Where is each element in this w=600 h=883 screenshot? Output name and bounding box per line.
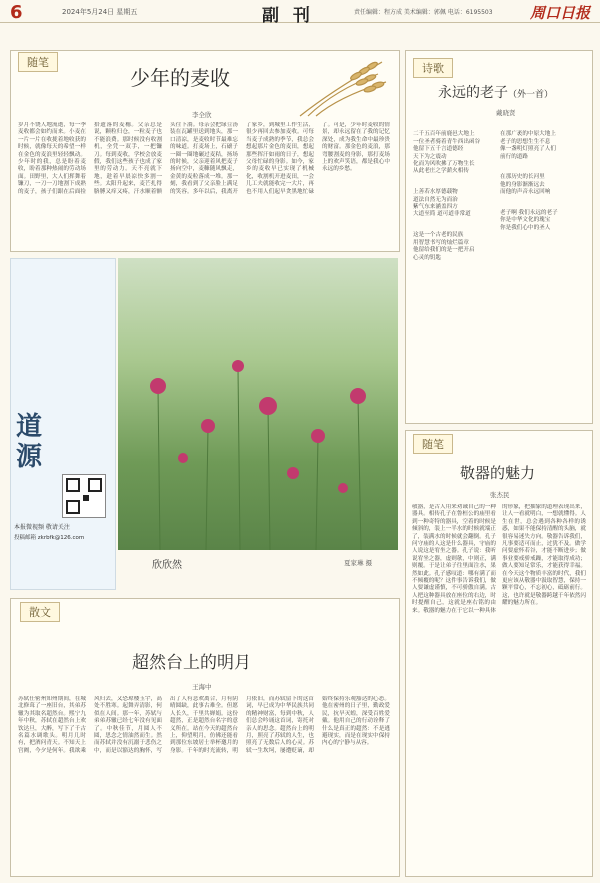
column-tag: 散文 [20, 602, 60, 622]
section-title: 副 刊 [262, 6, 314, 26]
poem-title-text: 永远的老子 [438, 85, 508, 101]
poem-stanzas-left [413, 124, 495, 414]
poem-title-suffix: （外一首） [508, 90, 554, 100]
poem-stanza: 上善若水厚德载物 道法自然无为而治 紫气东来涵盖四方 大道至简 道可道非常道 [413, 189, 471, 218]
poem-stanzas-right [500, 124, 586, 414]
essay-title: 超然台上的明月 [132, 653, 251, 673]
column-tag: 随笔 [18, 52, 58, 72]
flowers-drawing [118, 258, 398, 550]
ad-title: 道源 [16, 412, 43, 472]
poem-author: 戴晓贤 [496, 109, 516, 117]
essay-body: 敬器，是古人用来劝诫自己的一种器具。相传孔子在鲁桓公的庙里看到一种奇特的器具，空着的时候是倾斜的，装上一半水的时候就端正了，装满水的时候就会翻倒。孔子问守庙的人这是什么器具，守庙的人说这是宥坐之器。孔子说：我听说宥坐之器，虚则欹，中则正，满则覆。于是让弟子往里面注水，果然如此。孔子感叹道：哪有满了而不倾覆的呢？这件事告诉我们，做人要谦虚谨慎，不可骄傲自满。古人把这种器具放在座位的右边，时时提醒自己，这就是座右铭的由来。敬器的魅力在于它以一种具体的形象，把抽象的道理表现出来，让人一看就明白，一想就懂得。人生在世，总会遇到各种各样的诱惑，如果不能保持清醒的头脑，就很容易迷失方向。敬器告诉我们，凡事要适可而止，过犹不及。做学问要虚怀若谷，才能不断进步；做事业要戒骄戒躁，才能取得成功；做人要知足常乐，才能获得幸福。在今天这个物质丰富的时代，我们更应该从敬器中汲取智慧，保持一颗平常心，不忘初心，砥砺前行。这，也许就是敬器跨越千年依然闪耀的魅力所在。 [412, 504, 586, 614]
essay-author: 李全欣 [192, 111, 212, 119]
poem-stanza: 二千五百年前鹿邑大地上 一位圣者骑着青牛西出函谷 他留下五千言道德经 天下为之震动 化而为风吹拂了万物生长 从此老庄之学薪火相传 [413, 131, 481, 175]
essay-body: 苏轼任密州知州期间，在城北修葺了一座旧台，其弟苏辙为其取名超然台。熙宁九年中秋，苏轼在超然台上欢饮达旦，大醉，写下了千古名篇水调歌头。明月几时有，把酒问青天。不知天上宫阙，今夕是何年。我欲乘风归去，又恐琼楼玉宇，高处不胜寒。起舞弄清影，何似在人间。那一年，苏轼与弟弟苏辙已经七年没有见面了。中秋佳节，月圆人不圆，思念之情油然而生。然而苏轼并没有沉溺于悲伤之中，而是以豁达的胸怀，写出了人有悲欢离合，月有阴晴圆缺，此事古难全。但愿人长久，千里共婵娟。这份超然，正是超然台名字的意义所在。站在今天的超然台上，仰望明月，仿佛还能看到那位东坡居士举杯邀月的身影。千年的时光流转，明月依旧，而苏轼留下的这首词，早已成为中华民族共同的精神财富，每到中秋，人们总会吟诵这首词，寄托对亲人的思念。超然台上的明月，照亮了苏轼的人生，也照亮了无数后人的心灵。苏轼一生坎坷，屡遭贬谪，却始终保持乐观豁达的心态。他在密州的日子里，勤政爱民，抗旱灭蝗，深受百姓爱戴。他用自己的行动诠释了什么是真正的超然：不是逃避现实，而是在现实中保持内心的宁静与从容。 [18, 696, 390, 754]
photo-credit: 夏家琳 摄 [344, 559, 373, 567]
wheat-illustration [290, 52, 390, 120]
poem-stanza: 这是一个古老的民族 用智慧书写的灿烂篇章 他留给我们的是一把开启 心灵的钥匙 [413, 232, 475, 261]
essay-author: 张杰民 [490, 491, 510, 499]
issue-date: 2024年5月24日 星期五 [62, 8, 138, 16]
essay-title: 敬器的魅力 [460, 464, 536, 482]
column-tag: 随笔 [413, 434, 453, 454]
poem-title [438, 82, 553, 102]
page-number: 6 [10, 2, 23, 23]
essay-author: 王海中 [192, 683, 212, 691]
poem-stanza: 老子啊 我们永远的老子 你是中华文化的瑰宝 你是我们心中的圣人 [500, 210, 558, 231]
poem-stanza: 在那历史的长河里 他的身影渐渐远去 而他的声音永远回响 [500, 174, 551, 196]
qr-code[interactable] [62, 474, 106, 518]
essay-body: 岁月不饶人地流逝，每一季麦收都会如约而来。小麦在一片一片在收拢着地收获的时候，就像每天的希望一样在金色的麦浪里轻轻飘动。少年时的我，总是盼着麦收，盼着那种热闹的劳动场面。田野里，大人们挥舞着镰刀，一刀一刀地割下成熟的麦子，孩子们跟在后面捡拾遗落的麦穗。父亲总是说，颗粒归仓，一粒麦子也不能浪费。那时候没有收割机，全凭一双手，一把镰刀。每到麦收，学校会放麦假，我们这些孩子也成了家里的劳动力。天不亮就下地，趁着早晨凉快多割一些。太阳升起来，麦芒扎得胳膊又痒又疼，汗水顺着额头往下淌。母亲会把绿豆汤装在瓦罐里送到地头，那一口清凉，是麦收时节最难忘的味道。打麦场上，石磙子一圈一圈地碾过麦秸，扬场的时候，父亲迎着风把麦子扬向空中，麦糠随风飘走，金黄的麦粒落成一堆。那一刻，我看到了父亲脸上满足的笑容。多年以后，我离开了家乡，到城里工作生活，很少再回去参加麦收。可每当麦子成熟的季节，我总会想起那片金色的麦田，想起那些挥汗如雨的日子，想起父母忙碌的身影。如今，家乡的麦收早已实现了机械化，收割机开进麦田，一会儿工夫就能收完一大片，再也不用人们起早贪黑地忙碌了。可是，少年时麦收的情景，却永远留在了我的记忆深处，成为我生命中最珍贵的财富。那金色的麦浪，那弯腰割麦的身影，那打麦场上的欢声笑语，都是我心中永远的乡愁。 [18, 122, 390, 195]
photo-caption: 欣欣然 [152, 560, 182, 571]
ad-info: 投稿邮箱 zkrbfk@126.com [14, 535, 85, 541]
essay-title: 少年的麦收 [130, 66, 230, 90]
editors-line: 责任编辑：程方成 美术编辑：郭佩 电话：6195503 [354, 9, 493, 16]
poem-stanza: 在那广袤的中原大地上 老子的思想生生不息 像一盏明灯照亮了人们 前行的道路 [500, 131, 556, 160]
ad-caption: 本报微视频 敬请关注 [14, 524, 70, 531]
column-tag: 诗歌 [413, 58, 453, 78]
newspaper-logo: 周口日报 [530, 4, 591, 22]
flower-photo [118, 258, 398, 550]
